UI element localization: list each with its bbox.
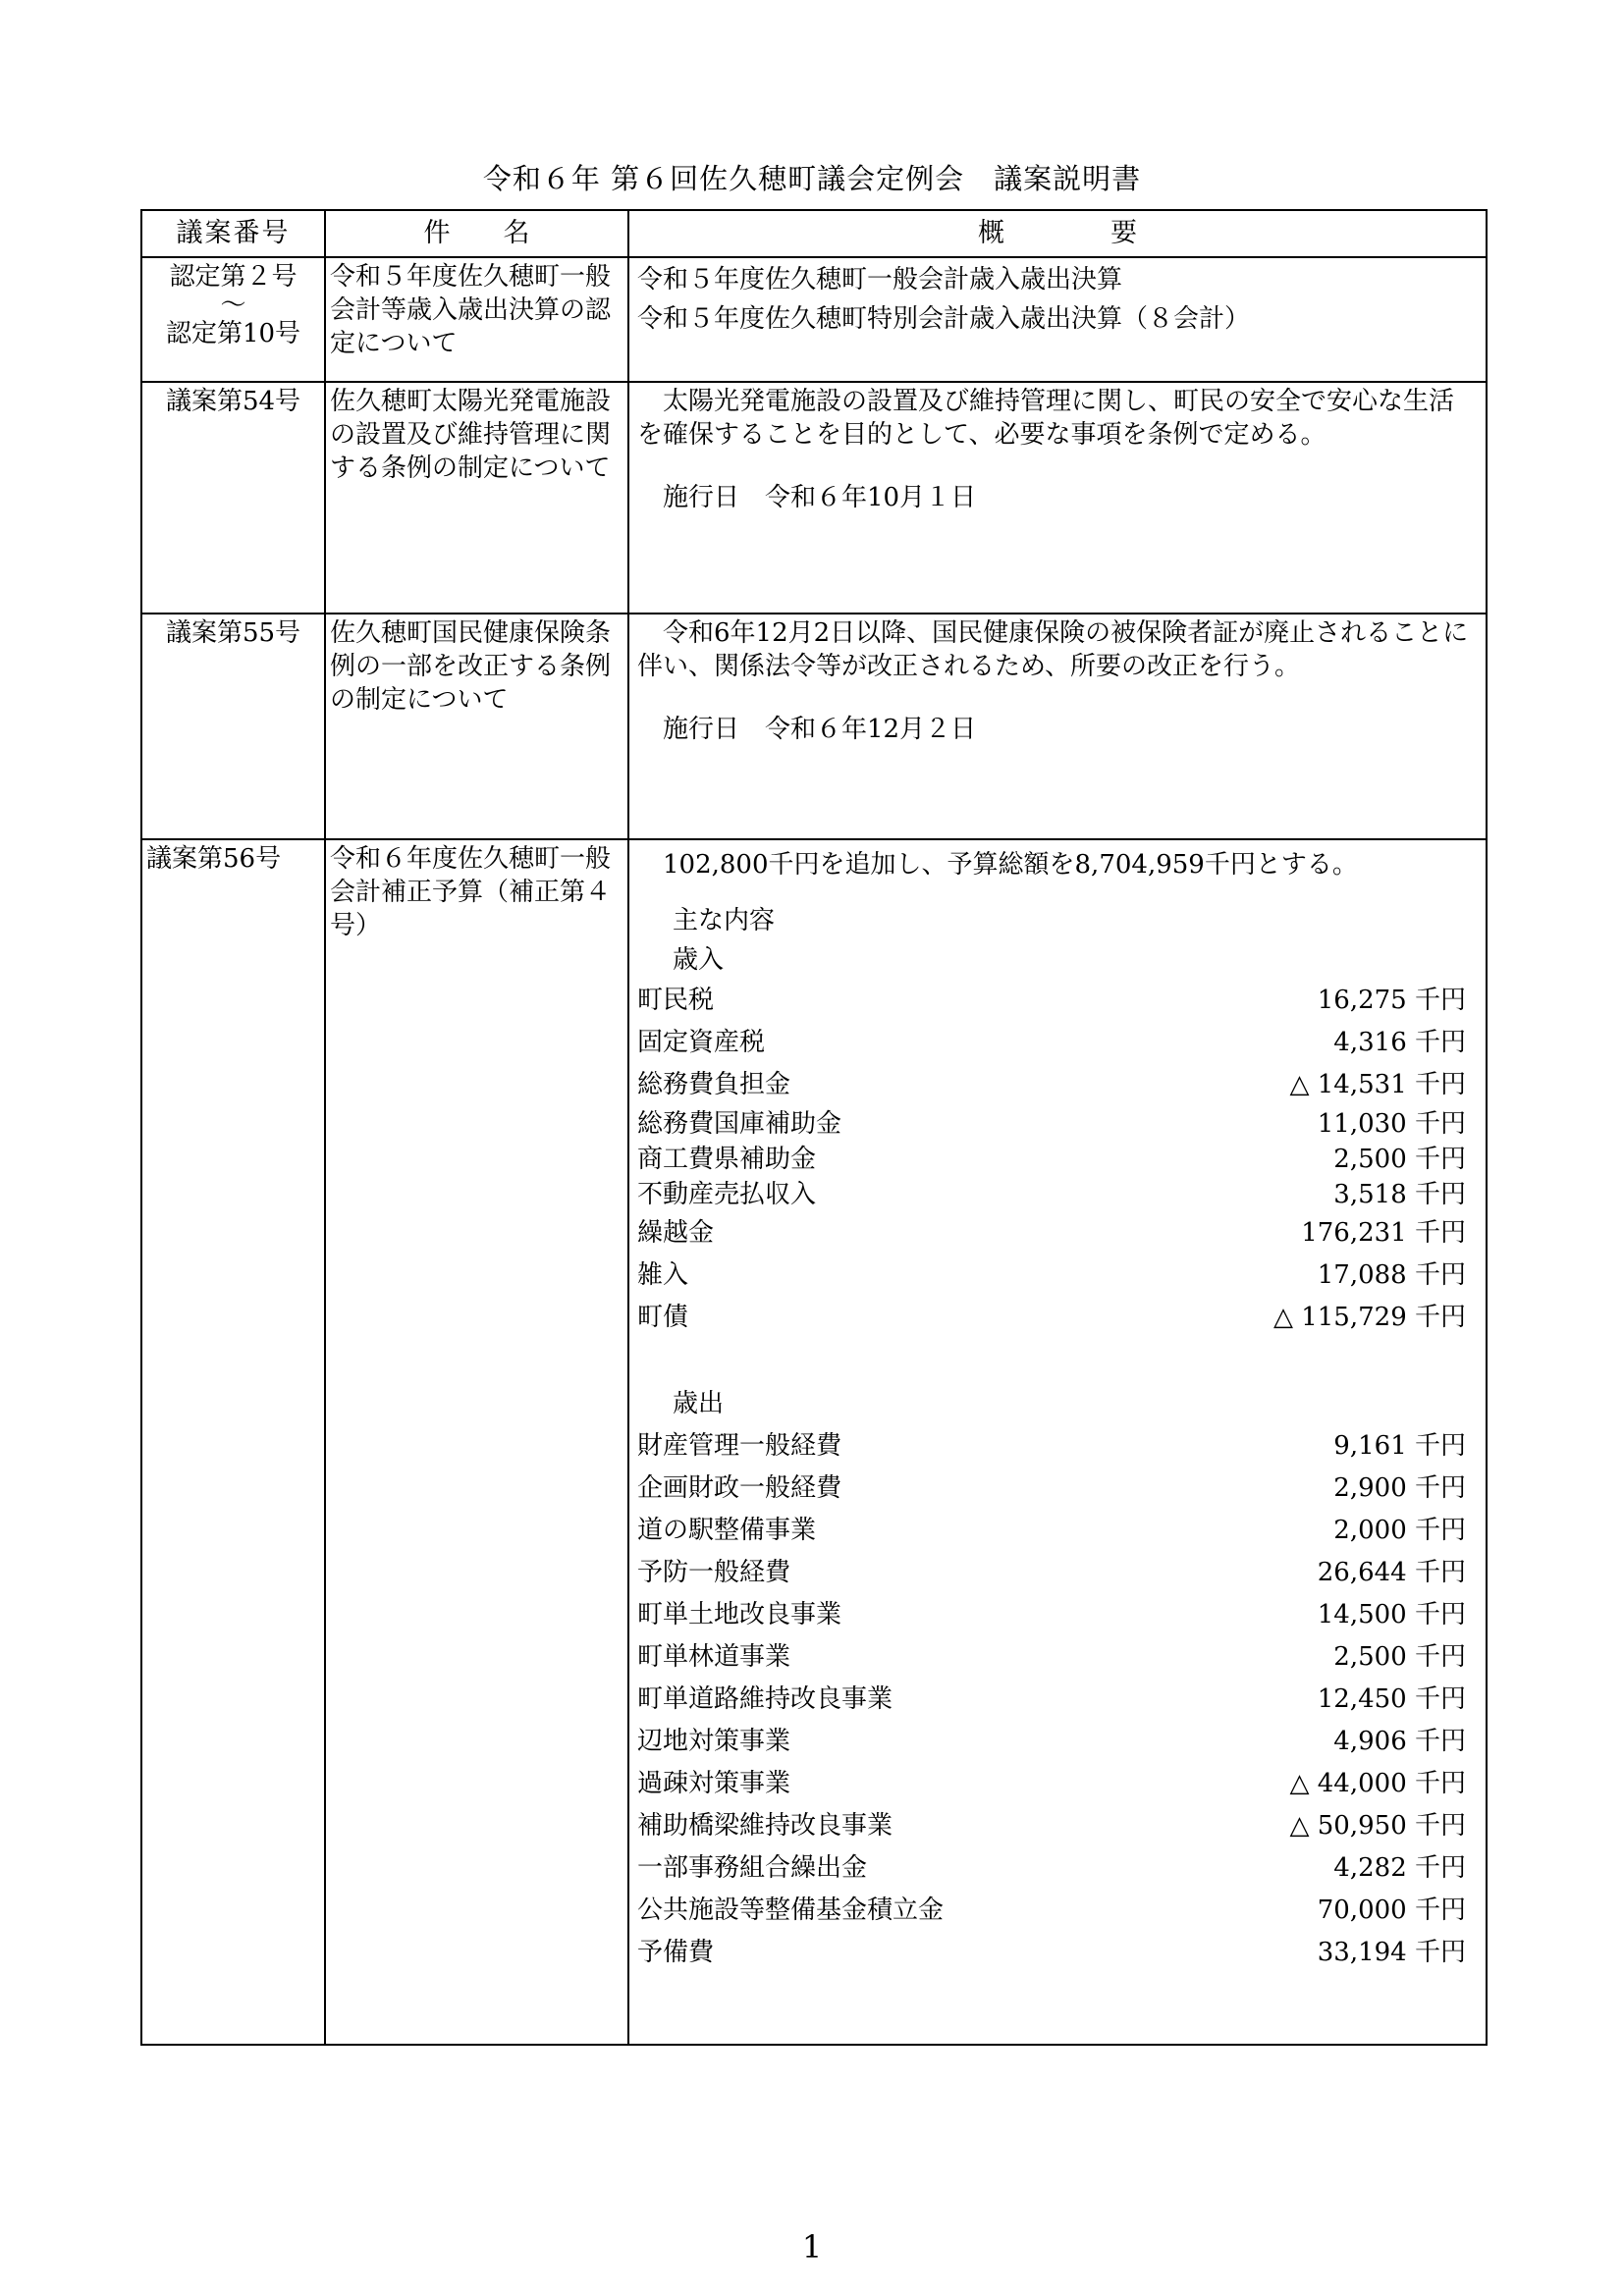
line-item [637, 1255, 1478, 1297]
line-item-amount: 4,282 千円 [1333, 1853, 1466, 1883]
line-item-name: 商工費県補助金 [637, 1145, 817, 1174]
line-item-amount: 176,231 千円 [1301, 1218, 1466, 1248]
summary-line: 令和５年度佐久穂町特別会計歳入歳出決算（８会計） [637, 304, 1251, 334]
bill-name: 佐久穂町国民健康保険条例の一部を改正する条例の制定について [325, 614, 628, 839]
table-row [141, 382, 1487, 614]
line-item-amount: 11,030 千円 [1317, 1109, 1466, 1139]
revenue-list [637, 980, 1478, 1339]
bill-summary [628, 839, 1487, 2045]
bill-summary [628, 257, 1487, 382]
line-item-name: 総務費国庫補助金 [637, 1109, 842, 1139]
line-item [637, 1297, 1478, 1339]
page-number: 1 [801, 2228, 823, 2266]
bill-name: 令和５年度佐久穂町一般会計等歳入歳出決算の認定について [325, 257, 628, 382]
line-item-name: 固定資産税 [637, 1028, 766, 1057]
line-item-amount: 2,900 千円 [1333, 1473, 1466, 1503]
bill-number-cell [141, 839, 325, 2045]
line-item-amount: 3,518 千円 [1333, 1180, 1466, 1209]
line-item [637, 1142, 1478, 1177]
bill-summary [628, 382, 1487, 614]
effective-date: 施行日 令和６年10月１日 [663, 483, 977, 512]
line-item-amount: 26,644 千円 [1317, 1558, 1466, 1587]
expenditure-label: 歳出 [673, 1389, 725, 1418]
expenditure-list [637, 1425, 1478, 1974]
line-item [637, 1847, 1478, 1890]
line-item [637, 1763, 1478, 1805]
header-summary: 概 要 [628, 210, 1487, 257]
line-item [637, 1064, 1478, 1106]
line-item-amount: 14,500 千円 [1317, 1600, 1466, 1629]
line-item-name: 雑入 [637, 1260, 689, 1290]
line-item-amount: 16,275 千円 [1317, 986, 1466, 1015]
summary-line: 令和５年度佐久穂町一般会計歳入歳出決算 [637, 265, 1123, 294]
line-item [637, 1552, 1478, 1594]
line-item [637, 1212, 1478, 1255]
line-item [637, 1425, 1478, 1468]
line-item [637, 1468, 1478, 1510]
line-item-amount: △ 14,531 千円 [1289, 1070, 1466, 1099]
line-item-name: 町単道路維持改良事業 [637, 1684, 893, 1714]
summary-text: 102,800千円を追加し、予算総額を8,704,959千円とする。 [663, 850, 1358, 880]
line-item-name: 町民税 [637, 986, 715, 1015]
line-item-amount: 17,088 千円 [1317, 1260, 1466, 1290]
bill-number-cell [141, 257, 325, 382]
bill-name: 令和６年度佐久穂町一般会計補正予算（補正第４号） [325, 839, 628, 2045]
line-item-amount: 2,500 千円 [1333, 1145, 1466, 1174]
main-contents-label: 主な内容 [673, 906, 776, 935]
line-item-name: 道の駅整備事業 [637, 1516, 817, 1545]
line-item-name: 予防一般経費 [637, 1558, 791, 1587]
line-item-amount: 4,316 千円 [1333, 1028, 1466, 1057]
line-item [637, 1177, 1478, 1212]
bill-number-range-mark: ～ [220, 291, 246, 320]
header-bill-name: 件 名 [325, 210, 628, 257]
line-item [637, 1721, 1478, 1763]
line-item [637, 980, 1478, 1022]
line-item [637, 1022, 1478, 1064]
line-item-amount: 70,000 千円 [1317, 1896, 1466, 1925]
line-item-name: 町債 [637, 1303, 689, 1332]
summary-text: 太陽光発電施設の設置及び維持管理に関し、町民の安全で安心な生活を確保することを目的として、必要な事項を条例で定める。 [637, 387, 1455, 450]
line-item [637, 1932, 1478, 1974]
line-item-name: 企画財政一般経費 [637, 1473, 842, 1503]
bills-table [140, 209, 1488, 2046]
line-item-name: 補助橋梁維持改良事業 [637, 1811, 893, 1841]
line-item-name: 一部事務組合繰出金 [637, 1853, 868, 1883]
line-item-name: 辺地対策事業 [637, 1727, 791, 1756]
bill-number: 認定第10号 [165, 319, 301, 348]
line-item-amount: △ 50,950 千円 [1289, 1811, 1466, 1841]
line-item-amount: 2,500 千円 [1333, 1642, 1466, 1672]
summary-text: 令和6年12月2日以降、国民健康保険の被保険者証が廃止されることに伴い、関係法令等が改正されるため、所要の改正を行う。 [637, 618, 1469, 681]
line-item-name: 不動産売払収入 [637, 1180, 817, 1209]
line-item-amount: △ 44,000 千円 [1289, 1769, 1466, 1798]
table-row [141, 614, 1487, 839]
line-item-name: 町単土地改良事業 [637, 1600, 842, 1629]
effective-date: 施行日 令和６年12月２日 [663, 715, 977, 744]
line-item-amount: 4,906 千円 [1333, 1727, 1466, 1756]
line-item [637, 1805, 1478, 1847]
bill-number-cell [141, 614, 325, 839]
table-row [141, 839, 1487, 2045]
table-row [141, 257, 1487, 382]
line-item [637, 1594, 1478, 1636]
bill-number: 議案第55号 [165, 618, 301, 648]
line-item-name: 過疎対策事業 [637, 1769, 791, 1798]
line-item-amount: △ 115,729 千円 [1272, 1303, 1466, 1332]
bill-number: 議案第56号 [146, 844, 282, 874]
line-item-name: 繰越金 [637, 1218, 715, 1248]
line-item [637, 1890, 1478, 1932]
bill-number: 認定第２号 [169, 262, 298, 292]
bill-summary [628, 614, 1487, 839]
line-item-name: 公共施設等整備基金積立金 [637, 1896, 945, 1925]
line-item [637, 1679, 1478, 1721]
line-item-name: 町単林道事業 [637, 1642, 791, 1672]
line-item-amount: 33,194 千円 [1317, 1938, 1466, 1967]
line-item [637, 1636, 1478, 1679]
line-item [637, 1510, 1478, 1552]
line-item-amount: 9,161 千円 [1333, 1431, 1466, 1461]
line-item-name: 予備費 [637, 1938, 715, 1967]
bill-number: 議案第54号 [165, 387, 301, 416]
bill-number-cell [141, 382, 325, 614]
line-item-amount: 12,450 千円 [1317, 1684, 1466, 1714]
line-item [637, 1106, 1478, 1142]
table-header-row [141, 210, 1487, 257]
line-item-name: 総務費負担金 [637, 1070, 791, 1099]
revenue-label: 歳入 [673, 945, 725, 975]
line-item-amount: 2,000 千円 [1333, 1516, 1466, 1545]
header-bill-number: 議案番号 [141, 210, 325, 257]
page-title: 令和６年 第６回佐久穂町議会定例会 議案説明書 [482, 162, 1142, 195]
bill-name: 佐久穂町太陽光発電施設の設置及び維持管理に関する条例の制定について [325, 382, 628, 614]
line-item-name: 財産管理一般経費 [637, 1431, 842, 1461]
